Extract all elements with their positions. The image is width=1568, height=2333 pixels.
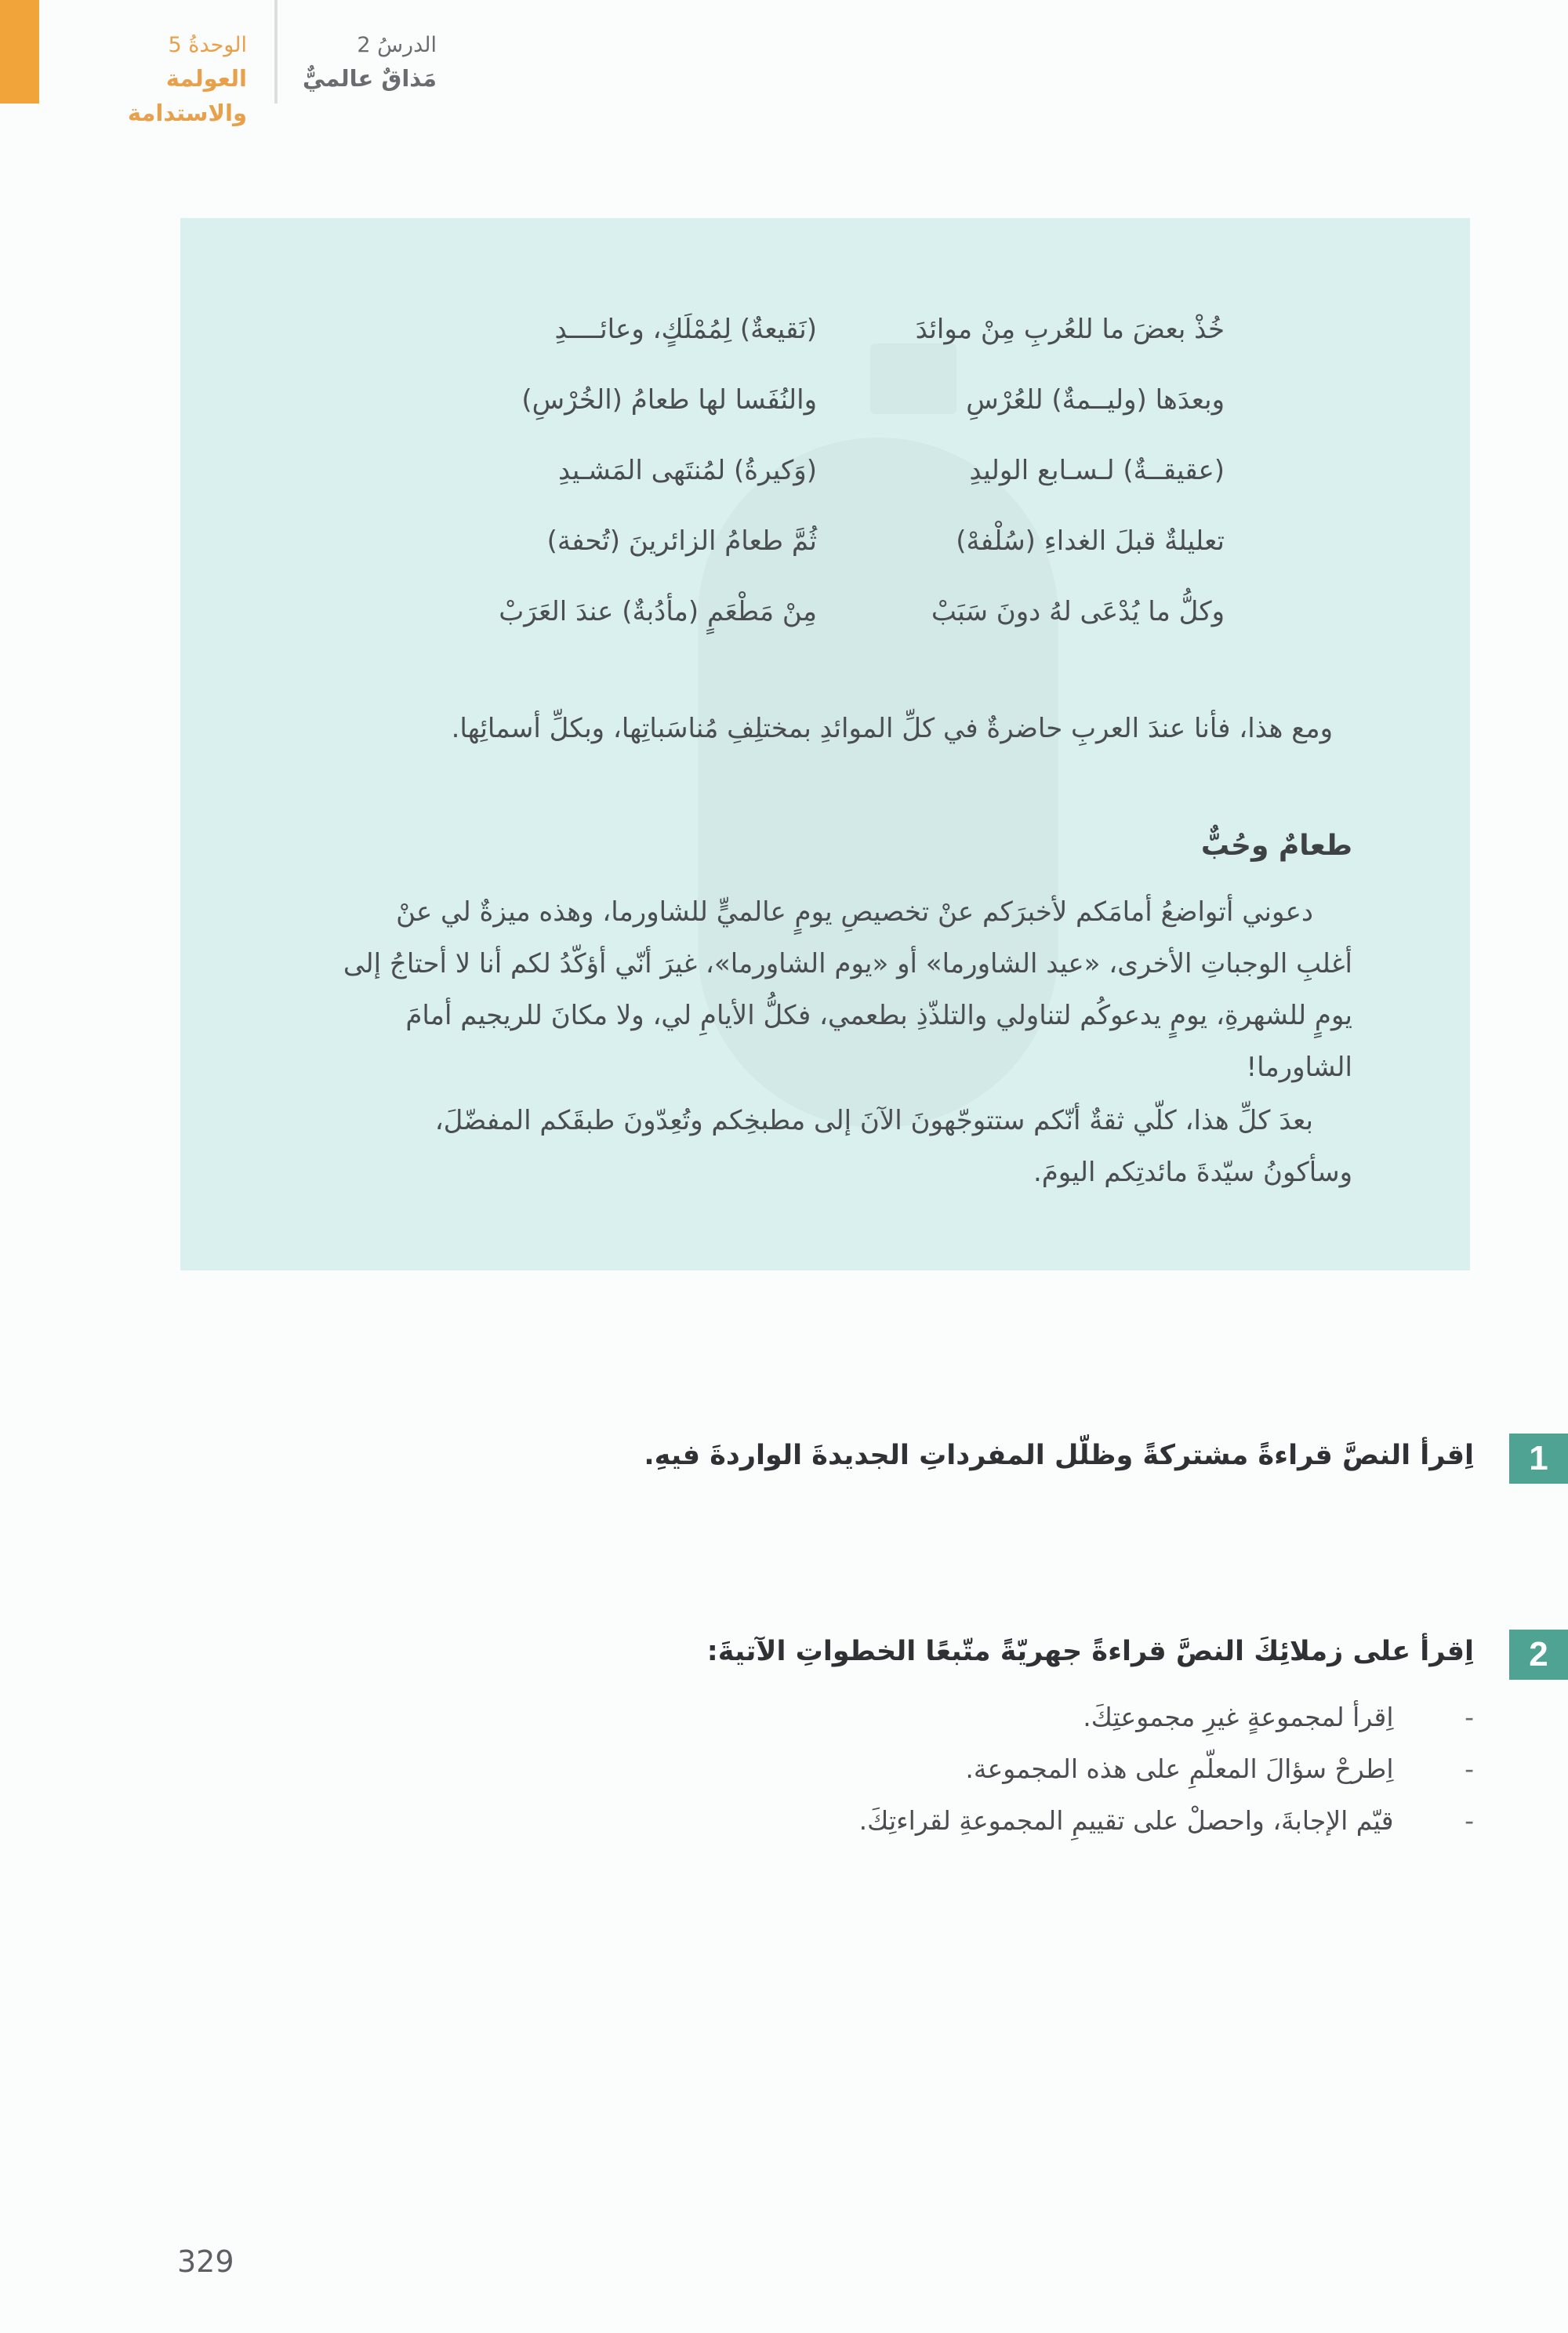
activity-number-badge: 1 bbox=[1509, 1434, 1568, 1484]
unit-label: الوحدةُ 5 bbox=[168, 33, 247, 57]
bullet-dash: - bbox=[1465, 1753, 1474, 1784]
verse-second-hemistich: (نَقيعةٌ) لِمُمْلَكٍ، وعائــــدِ bbox=[554, 314, 817, 345]
header-divider bbox=[274, 0, 278, 104]
paragraph-line: دعوني أتواضعُ أمامَكم لأخبرَكم عنْ تخصيصِ يومٍ عالميٍّ للشاورما، وهذه ميزةٌ لي عنْ bbox=[396, 896, 1313, 928]
paragraph bbox=[278, 886, 1352, 1093]
step-text: قيّم الإجابةَ، واحصلْ على تقييمِ المجموعةِ لقراءتِكَ. bbox=[858, 1805, 1394, 1836]
verse-second-hemistich: والنُفَسا لها طعامُ (الخُرْسِ) bbox=[521, 384, 817, 416]
verse-second-hemistich: (وَكيرةُ) لمُنتَهى المَشـيدِ bbox=[558, 455, 817, 486]
poem-verse bbox=[205, 596, 1225, 635]
bullet-dash: - bbox=[1465, 1702, 1474, 1732]
step-text: اِقرأ لمجموعةٍ غيرِ مجموعتِكَ. bbox=[1083, 1702, 1394, 1732]
section-subheading: طعامٌ وحُبٌّ bbox=[1200, 830, 1352, 862]
activity-step bbox=[965, 1753, 1474, 1784]
paragraph-line: يومٍ للشهرةِ، يومٍ يدعوكُم لتناولي والتلذّذِ بطعمي، فكلُّ الأيامِ لي، ولا مكانَ للريجيم أمامَ bbox=[405, 1000, 1352, 1031]
unit-info bbox=[47, 30, 247, 130]
verse-second-hemistich: مِنْ مَطْعَمٍ (مأدُبةٌ) عندَ العَرَبْ bbox=[499, 596, 817, 627]
verse-first-hemistich: (عقيقــةٌ) لـسـابع الوليدِ bbox=[969, 455, 1225, 486]
lesson-label: الدرسُ 2 bbox=[357, 33, 437, 57]
reading-passage-box bbox=[180, 218, 1470, 1270]
unit-title: العولمة والاستدامة bbox=[127, 65, 247, 126]
poem-verse bbox=[205, 314, 1225, 353]
activity-step bbox=[1083, 1702, 1474, 1732]
poem-verse bbox=[205, 525, 1225, 565]
verse-first-hemistich: تعليلةٌ قبلَ الغداءِ (سُلْفهْ) bbox=[956, 525, 1225, 557]
activity-step bbox=[859, 1805, 1474, 1836]
bullet-dash: - bbox=[1465, 1805, 1474, 1836]
paragraph-line: بعدَ كلِّ هذا، كلّي ثقةٌ أنّكم ستتوجّهونَ الآنَ إلى مطبخِكم وتُعِدّونَ طبقَكم المفضّلَ، bbox=[434, 1105, 1313, 1136]
verse-second-hemistich: ثُمَّ طعامُ الزائرينَ (تُحفة) bbox=[546, 525, 817, 557]
paragraph-line: وسأكونُ سيّدةَ مائدتِكم اليومَ. bbox=[1033, 1157, 1352, 1188]
activity-instruction: اِقرأ النصَّ قراءةً مشتركةً وظلّل المفرداتِ الجديدةَ الواردةَ فيهِ. bbox=[644, 1440, 1474, 1471]
lesson-title: مَذاقٌ عالميٌّ bbox=[302, 65, 437, 92]
unit-color-tab bbox=[0, 0, 39, 104]
poem-verse bbox=[205, 384, 1225, 423]
activity-number-badge: 2 bbox=[1509, 1630, 1568, 1680]
verse-first-hemistich: وبعدَها (وليــمةٌ) للعُرْسِ bbox=[966, 384, 1225, 416]
poem-verse bbox=[205, 455, 1225, 494]
step-text: اِطرحْ سؤالَ المعلّمِ على هذه المجموعة. bbox=[965, 1753, 1394, 1784]
paragraph-line: الشاورما! bbox=[1246, 1052, 1352, 1083]
paragraph bbox=[278, 1095, 1352, 1198]
verse-first-hemistich: خُذْ بعضَ ما للعُربِ مِنْ موائدَ bbox=[915, 314, 1225, 345]
page-number: 329 bbox=[177, 2244, 234, 2279]
activity-instruction: اِقرأ على زملائِكَ النصَّ قراءةً جهريّةً متّبعًا الخطواتِ الآتيةَ: bbox=[706, 1636, 1474, 1667]
paragraph-line: أغلبِ الوجباتِ الأخرى، «عيد الشاورما» أو «يوم الشاورما»، غيرَ أنّي أؤكّدُ لكم أنا لا أحتاجُ إلى bbox=[343, 948, 1352, 979]
poem-closing-line: ومع هذا، فأنا عندَ العربِ حاضرةٌ في كلِّ الموائدِ بمختلِفِ مُناسَباتِها، وبكلِّ أسمائِها. bbox=[451, 713, 1333, 744]
lesson-info bbox=[292, 30, 437, 96]
verse-first-hemistich: وكلُّ ما يُدْعَى لهُ دونَ سَبَبْ bbox=[931, 596, 1225, 627]
